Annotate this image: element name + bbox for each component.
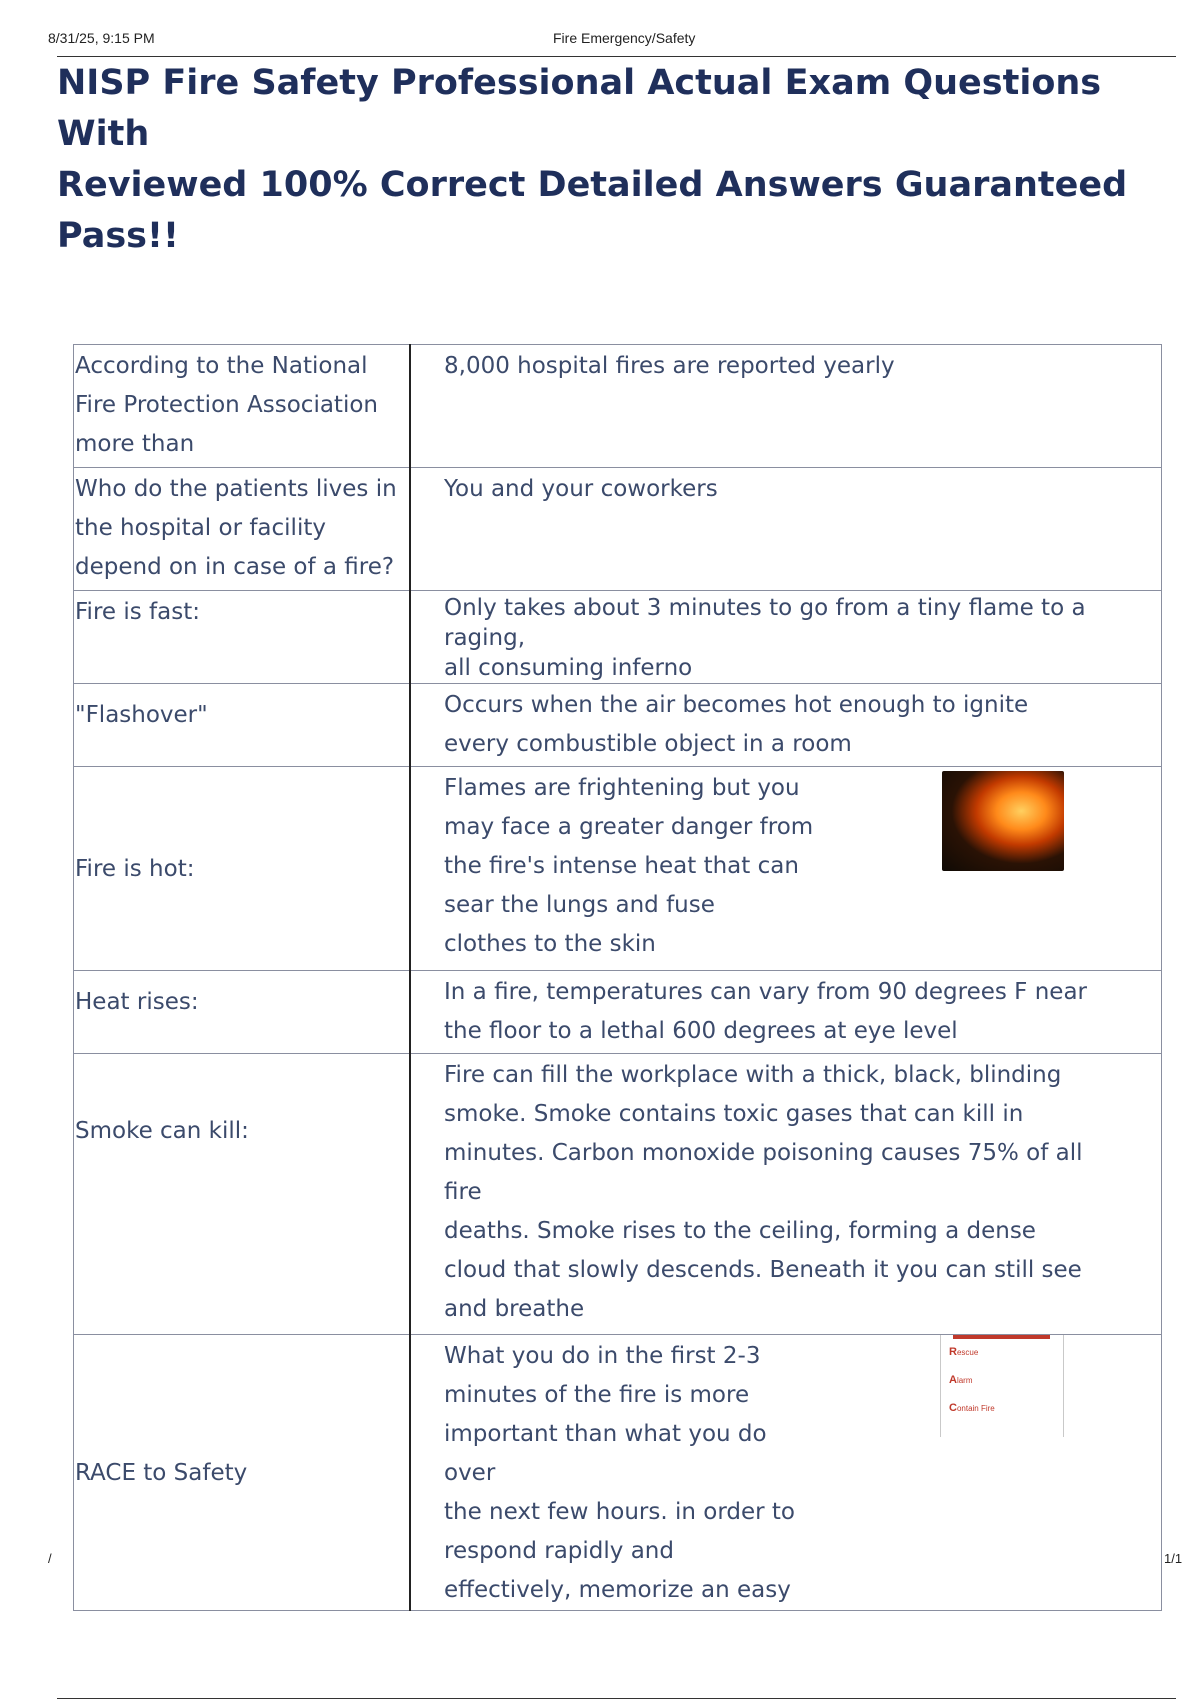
table-row <box>74 767 1162 971</box>
answer-cell <box>410 767 1162 971</box>
question-line: Fire is fast: <box>75 599 200 625</box>
question-line: Who do the patients lives in <box>75 476 397 502</box>
fire-photo <box>942 771 1064 871</box>
question-cell <box>74 591 411 684</box>
question-cell <box>74 468 411 591</box>
answer-cell <box>410 971 1162 1054</box>
question-line: depend on in case of a fire? <box>75 554 395 580</box>
table-row <box>74 1335 1162 1611</box>
answer-cell <box>410 1054 1162 1335</box>
question-line: Fire is hot: <box>75 856 195 882</box>
question-cell <box>74 1335 411 1611</box>
answer-line: the fire's intense heat that can <box>444 853 799 879</box>
question-cell <box>74 971 411 1054</box>
race-line: Contain Fire <box>949 1402 995 1414</box>
race-line: Rescue <box>949 1346 979 1358</box>
question-line: RACE to Safety <box>75 1460 248 1486</box>
document-title <box>57 58 1167 262</box>
answer-line: 8,000 hospital fires are reported yearly <box>444 353 895 379</box>
answer-line: may face a greater danger from <box>444 814 814 840</box>
answer-line: minutes of the fire is more <box>444 1382 750 1408</box>
question-cell <box>74 345 411 468</box>
answer-text <box>444 769 824 964</box>
answer-line: important than what you do over <box>444 1421 767 1486</box>
table-row <box>74 971 1162 1054</box>
answer-line: Only takes about 3 minutes to go from a tiny flame to a raging, <box>444 595 1086 651</box>
answer-line: fire <box>444 1179 482 1205</box>
table-row <box>74 345 1162 468</box>
answer-text <box>444 1337 824 1610</box>
bottom-rule <box>57 1698 1176 1699</box>
footer-mark: / <box>48 1551 52 1566</box>
answer-line: Flames are frightening but you <box>444 775 800 801</box>
answer-line: every combustible object in a room <box>444 731 852 757</box>
question-line: Heat rises: <box>75 989 199 1015</box>
question-line: the hospital or facility <box>75 515 326 541</box>
question-cell <box>74 1054 411 1335</box>
answer-line: effectively, memorize an easy <box>444 1577 791 1603</box>
answer-line: Fire can fill the workplace with a thick, black, blinding <box>444 1062 1062 1088</box>
question-cell <box>74 767 411 971</box>
answer-line: minutes. Carbon monoxide poisoning causes 75% of all <box>444 1140 1083 1166</box>
answer-line: Occurs when the air becomes hot enough to ignite <box>444 692 1029 718</box>
page-site-title: Fire Emergency/Safety <box>553 30 696 46</box>
answer-line: sear the lungs and fuse <box>444 892 715 918</box>
page-number: 1/1 <box>1164 1551 1183 1566</box>
answer-line: smoke. Smoke contains toxic gases that can kill in <box>444 1101 1024 1127</box>
question-cell <box>74 684 411 767</box>
answer-line: respond rapidly and <box>444 1538 674 1564</box>
question-line: Fire Protection Association <box>75 392 378 418</box>
print-datetime: 8/31/25, 9:15 PM <box>48 30 155 46</box>
answer-line: cloud that slowly descends. Beneath it you can still see <box>444 1257 1082 1283</box>
title-line-2: Reviewed 100% Correct Detailed Answers Guaranteed Pass!! <box>57 165 1128 256</box>
race-line: Alarm <box>949 1374 973 1386</box>
answer-line: the next few hours. in order to <box>444 1499 795 1525</box>
answer-line: deaths. Smoke rises to the ceiling, forming a dense <box>444 1218 1036 1244</box>
question-line: Smoke can kill: <box>75 1118 249 1144</box>
answer-line: the floor to a lethal 600 degrees at eye level <box>444 1018 958 1044</box>
table-row <box>74 684 1162 767</box>
answer-line: What you do in the first 2-3 <box>444 1343 761 1369</box>
answer-cell <box>410 591 1162 684</box>
table-row <box>74 468 1162 591</box>
answer-line: You and your coworkers <box>444 476 718 502</box>
answer-cell <box>410 345 1162 468</box>
title-line-1: NISP Fire Safety Professional Actual Exam Questions With <box>57 63 1102 154</box>
race-banner-bar <box>953 1335 1050 1339</box>
answer-line: all consuming inferno <box>444 655 693 681</box>
answer-cell <box>410 684 1162 767</box>
answer-line: In a fire, temperatures can vary from 90 degrees F near <box>444 979 1087 1005</box>
answer-cell <box>410 1335 1162 1611</box>
qa-table <box>73 344 1162 1611</box>
answer-line: and breathe <box>444 1296 585 1322</box>
question-line: According to the National <box>75 353 368 379</box>
table-row <box>74 1054 1162 1335</box>
answer-cell <box>410 468 1162 591</box>
answer-line: clothes to the skin <box>444 931 656 957</box>
question-line: "Flashover" <box>75 702 208 728</box>
table-row <box>74 591 1162 684</box>
header-rule <box>57 56 1176 57</box>
race-acronym-image <box>940 1335 1064 1437</box>
question-line: more than <box>75 431 195 457</box>
